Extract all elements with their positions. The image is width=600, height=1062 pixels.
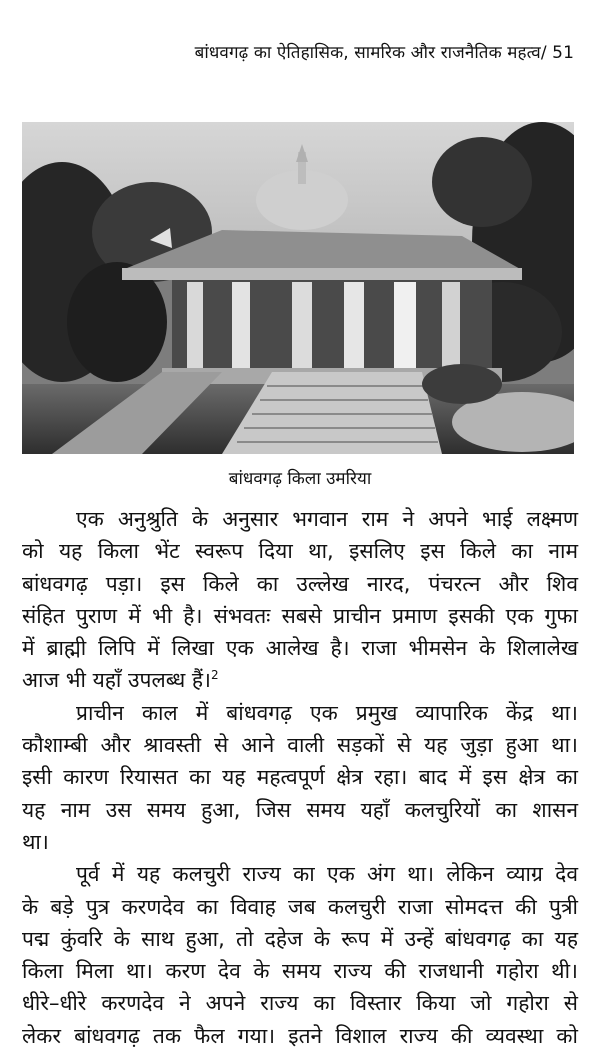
text-line: पूर्व में यह कलचुरी राज्य का एक अंग था। लेकिन व्याग्र देव [76,862,578,887]
text-line: इसी कारण रियासत का यह महत्वपूर्ण क्षेत्र रहा। बाद में इस क्षेत्र का [22,765,578,790]
text-line: संहित पुराण में भी है। संभवतः सबसे प्राचीन प्रमाण इसकी एक गुफा [22,603,578,628]
text-line: के बड़े पुत्र करणदेव का विवाह जब कलचुरी राजा सोमदत्त की पुत्री [22,894,578,919]
paragraph-1 [22,503,578,697]
running-header [195,40,574,63]
text-line: यह नाम उस समय हुआ, जिस समय यहाँ कलचुरियों का शासन [22,797,578,822]
body-text [22,503,578,1052]
header-separator: / [540,43,547,63]
text-line: प्राचीन काल में बांधवगढ़ एक प्रमुख व्यापारिक केंद्र था। [76,700,578,725]
text-line: किला मिला था। करण देव के समय राज्य की राजधानी गहोरा थी। [22,959,578,984]
text-line: लेकर बांधवगढ़ तक फैल गया। इतने विशाल राज्य की व्यवस्था को [22,1023,578,1048]
text-line: को यह किला भेंट स्वरूप दिया था, इसलिए इस किले का नाम [22,539,578,564]
text-line-with-footnote [22,664,578,696]
text-line: एक अनुश्रुति के अनुसार भगवान राम ने अपने भाई लक्ष्मण [76,507,578,531]
fort-photo-illustration [22,122,574,454]
fort-photograph [22,122,574,454]
text-line: पद्म कुंवरि के साथ हुआ, तो दहेज के रूप में उन्हें बांधवगढ़ का यह [22,926,578,951]
figure-caption: बांधवगढ़ किला उमरिया [228,469,372,489]
page-number: 51 [552,43,574,63]
text-line: कौशाम्बी और श्रावस्ती से आने वाली सड़कों से यह जुड़ा हुआ था। [22,733,578,758]
footnote-reference: 2 [211,668,219,683]
paragraph-3 [22,858,578,1052]
paragraph-2 [22,697,578,858]
text-line: आज भी यहाँ उपलब्ध हैं। [22,668,212,693]
text-line: धीरे–धीरे करणदेव ने अपने राज्य का विस्तार किया जो गहोरा से [22,991,578,1016]
text-line: था। [22,829,49,854]
text-line: बांधवगढ़ पड़ा। इस किले का उल्लेख नारद, पंचरत्न और शिव [22,571,578,596]
running-title: बांधवगढ़ का ऐतिहासिक, सामरिक और राजनैतिक महत्व [194,43,541,63]
text-line: में ब्राह्मी लिपि में लिखा एक आलेख है। राजा भीमसेन के शिलालेख [22,636,578,661]
